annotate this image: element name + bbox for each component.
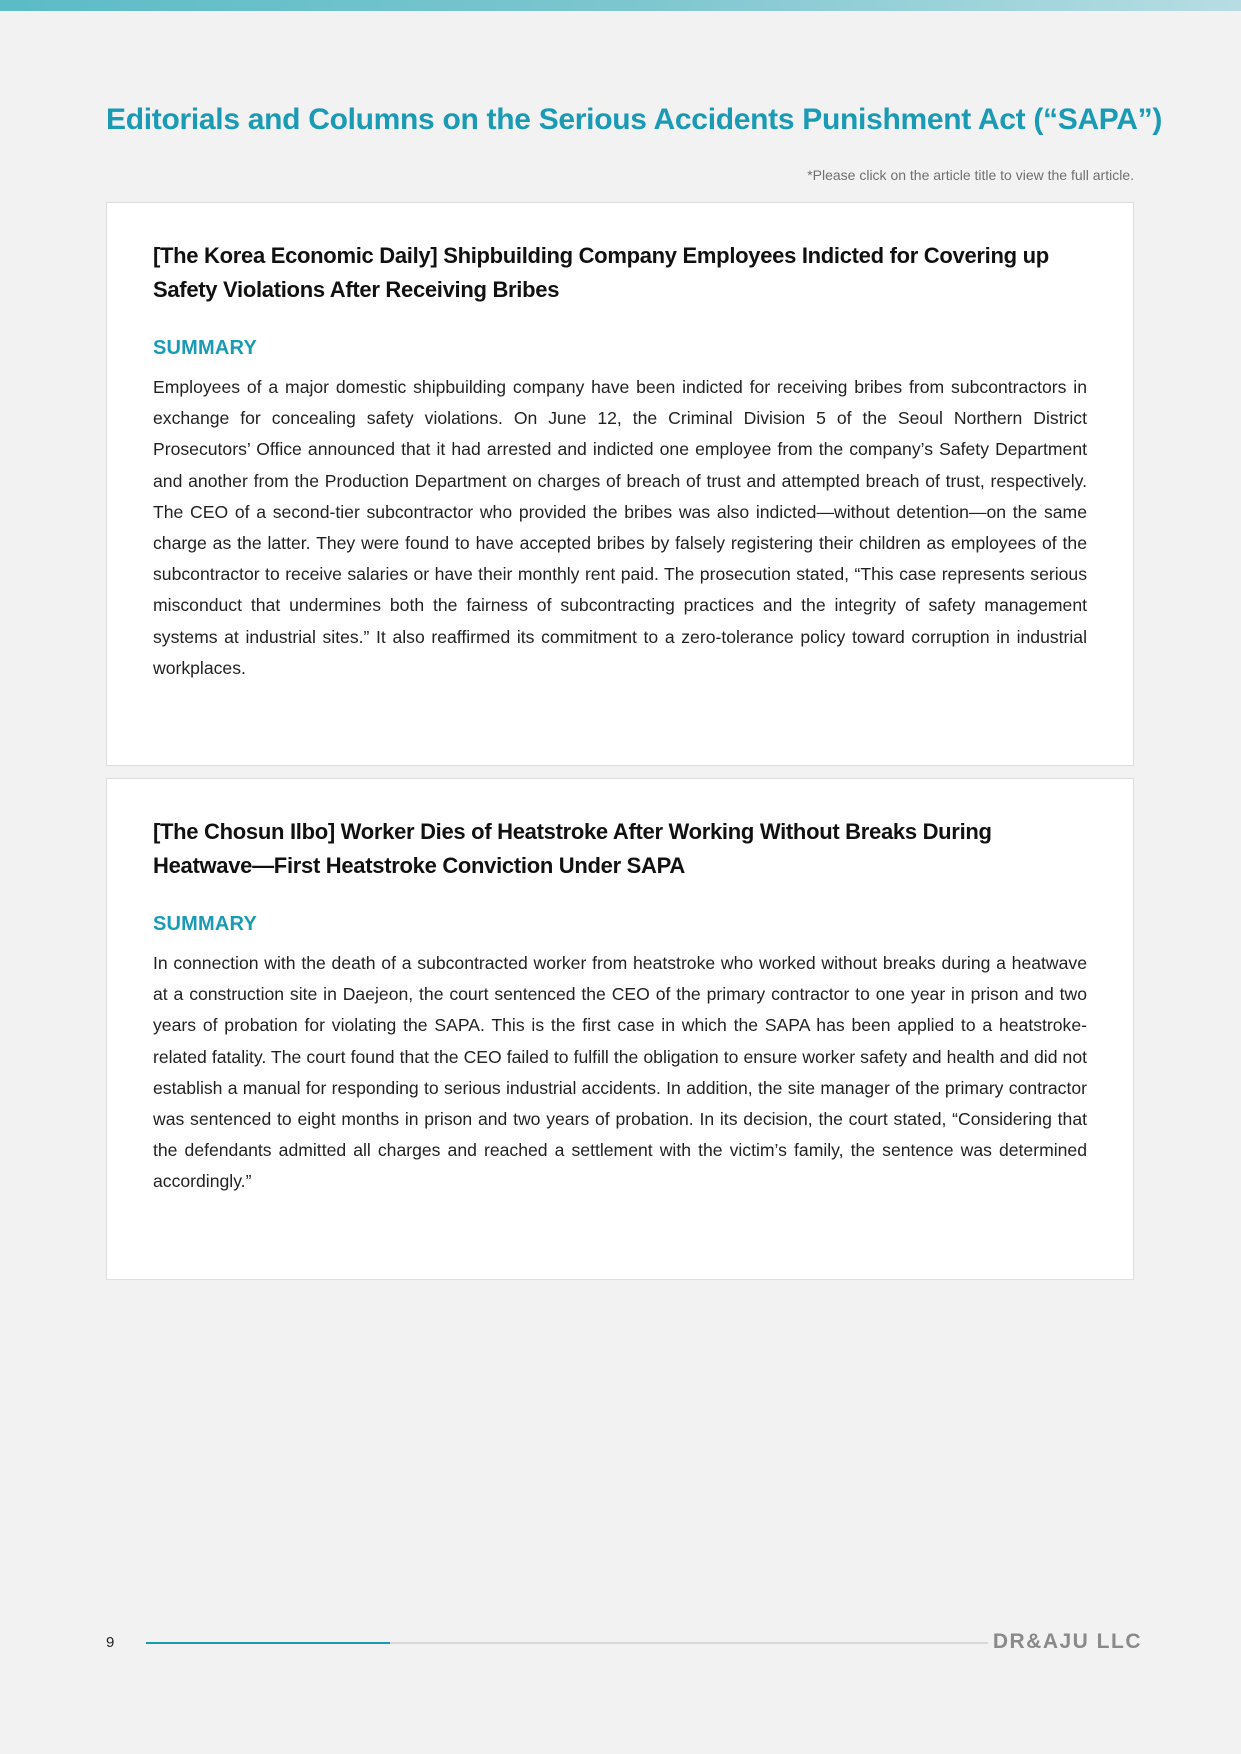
click-note: *Please click on the article title to view the full article. <box>807 167 1134 183</box>
article-card <box>106 202 1134 766</box>
summary-label: SUMMARY <box>153 337 257 359</box>
summary-text: In connection with the death of a subcontracted worker from heatstroke who worked without breaks during a heatwave at a construction site in Daejeon, the court sentenced the CEO of the primary contractor to one year in prison and two years of probation for violating the SAPA. This is the first case in which the SAPA has been applied to a heatstroke-related fatality. The court found that the CEO failed to fulfill the obligation to ensure worker safety and health and did not establish a manual for responding to serious industrial accidents. In addition, the site manager of the primary contractor was sentenced to eight months in prison and two years of probation. In its decision, the court stated, “Considering that the defendants admitted all charges and reached a settlement with the victim’s family, the sentence was determined accordingly.” <box>153 953 1087 1192</box>
summary-text: Employees of a major domestic shipbuilding company have been indicted for receiving bribes from subcontractors in exchange for concealing safety violations. On June 12, the Criminal Division 5 of the Seoul Northern District Prosecutors’ Office announced that it had arrested and indicted one employee from the company’s Safety Department and another from the Production Department on charges of breach of trust and attempted breach of trust, respectively. The CEO of a second-tier subcontractor who provided the bribes was also indicted—without detention—on the same charge as the latter. They were found to have accepted bribes by falsely registering their children as employees of the subcontractor to receive salaries or have their monthly rent paid. The prosecution stated, “This case represents serious misconduct that undermines both the fairness of subcontracting practices and the integrity of safety management systems at industrial sites.” It also reaffirmed its commitment to a zero-tolerance policy toward corruption in industrial workplaces. <box>153 377 1087 678</box>
article-card <box>106 778 1134 1280</box>
page-title: Editorials and Columns on the Serious Accidents Punishment Act (“SAPA”) <box>106 103 1163 136</box>
footer-progress-line <box>146 1642 988 1644</box>
article-title-link[interactable]: [The Chosun Ilbo] Worker Dies of Heatstroke After Working Without Breaks During Heatwave—First Heatstroke Conviction Under SAPA <box>153 819 992 878</box>
summary-label: SUMMARY <box>153 913 257 935</box>
article-title-link[interactable]: [The Korea Economic Daily] Shipbuilding Company Employees Indicted for Covering up Safety Violations After Receiving Bribes <box>153 243 1049 302</box>
top-accent-bar <box>0 0 1241 11</box>
brand-logo-text: DR&AJU LLC <box>992 1630 1142 1653</box>
page-number: 9 <box>106 1634 115 1651</box>
footer-progress-fill <box>146 1642 390 1644</box>
